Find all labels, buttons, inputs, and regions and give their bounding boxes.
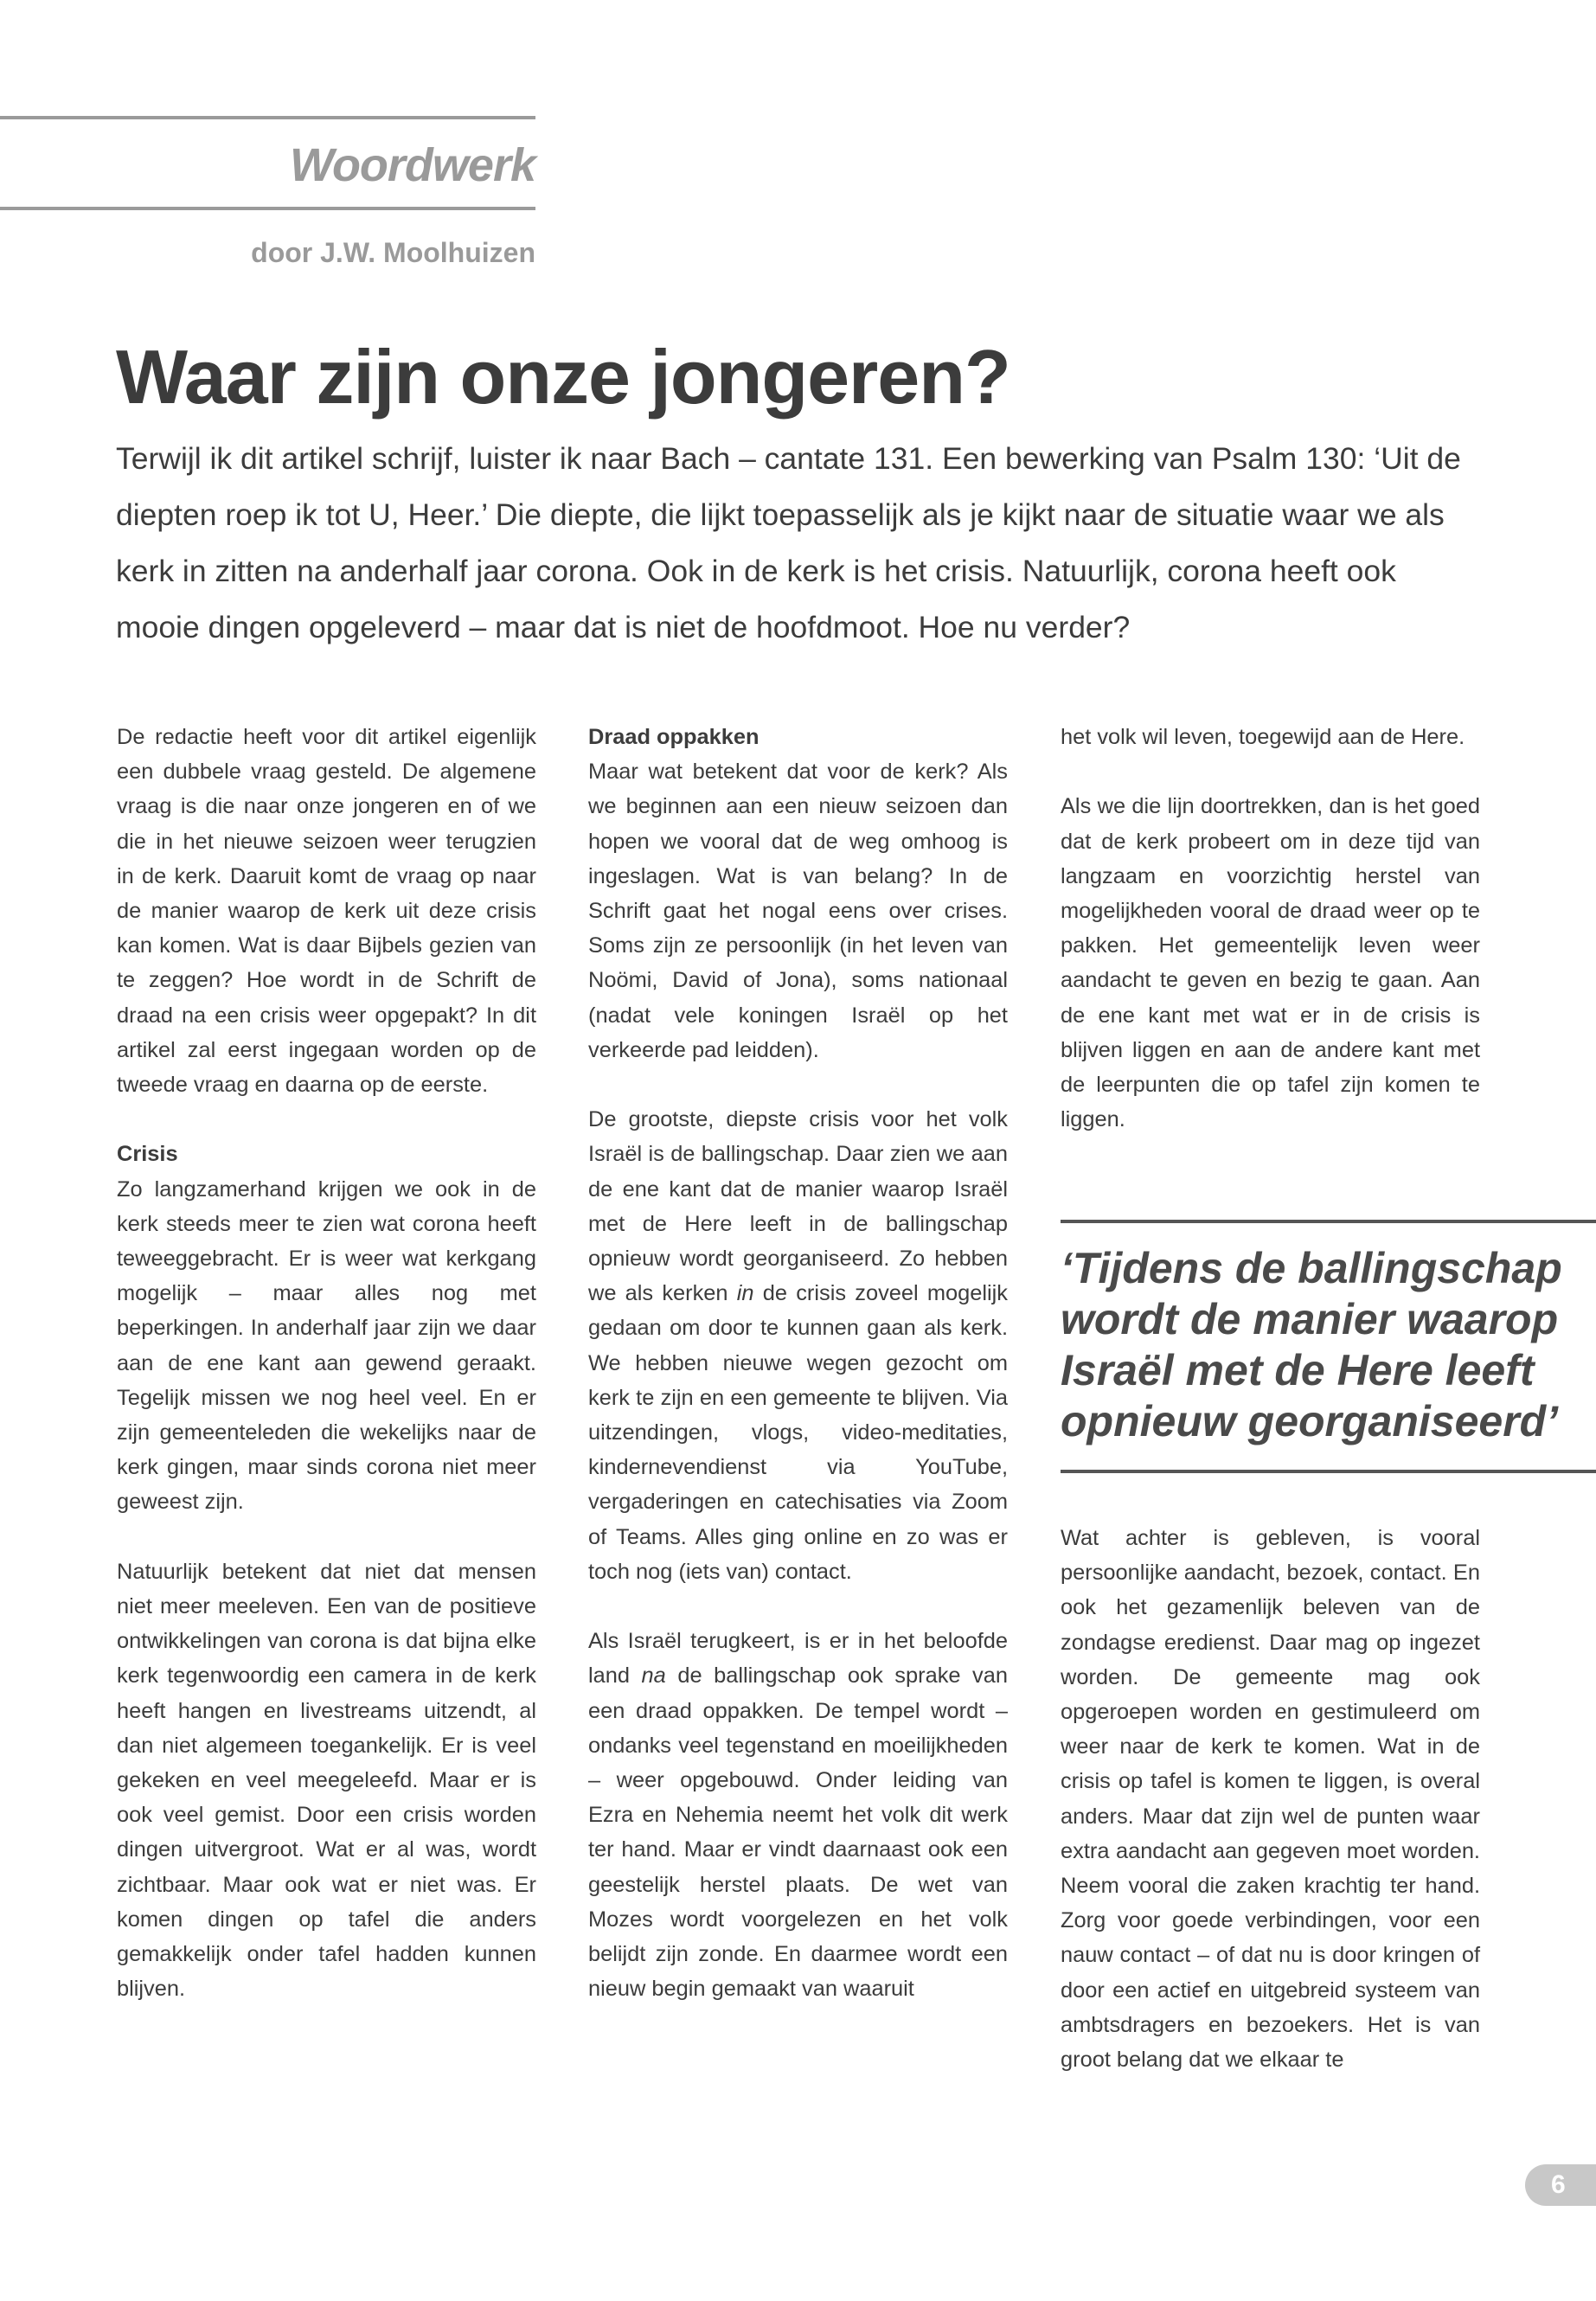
emphasis: in xyxy=(736,1281,754,1306)
article-intro: Terwijl ik dit artikel schrijf, luister ik naar Bach – cantate 131. Een bewerking van Psalm 130: ‘Uit de diepten roep ik tot U, Heer.’ Die diepte, die lijkt toepasselijk als je kijkt naar de situatie waar we als kerk in zitten na anderhalf jaar corona. Ook in de kerk is het crisis. Natuurlijk, corona heeft ook mooie dingen opgeleverd – maar dat is niet de hoofdmoot. Hoe nu verder? xyxy=(116,441,1461,644)
paragraph xyxy=(588,1624,1008,2006)
paragraph: Maar wat betekent dat voor de kerk? Als we beginnen aan een nieuw seizoen dan hopen we vooral dat de weg omhoog is ingeslagen. Wat is van belang? In de Schrift gaat het nogal eens over crises. Soms zijn ze persoonlijk (in het leven van Noömi, David of Jona), soms nationaal (nadat vele koningen Israël op het verkeerde pad leidden). xyxy=(588,760,1008,1062)
pullquote-rule-bottom xyxy=(1061,1470,1596,1473)
section-label: Woordwerk xyxy=(289,139,535,191)
text: de ballingschap ook sprake van een draad oppakken. De tempel wordt – ondanks veel tegenstand en moeilijkheden – weer opgebouwd. Onder leiding van Ezra en Nehemia neemt het volk dit werk ter hand. Maar er vindt daarnaast ook een geestelijk herstel plaats. De wet van Mozes wordt voorgelezen en het volk belijdt zijn zonde. En daarmee wordt een nieuw begin gemaakt van waaruit xyxy=(588,1663,1008,2002)
header-rule-top xyxy=(0,116,535,119)
column-3-continued xyxy=(1061,1521,1480,2112)
header-rule-bottom xyxy=(0,207,535,210)
emphasis: na xyxy=(641,1663,666,1689)
pullquote: ‘Tijdens de ballingschap wordt de manier waarop Israël met de Here leeft opnieuw georganiseerd’ xyxy=(1061,1244,1562,1445)
paragraph xyxy=(588,1102,1008,1589)
subheading-crisis: Crisis xyxy=(117,1142,178,1167)
author-byline: door J.W. Moolhuizen xyxy=(251,237,535,268)
text: de crisis zoveel mogelijk gedaan om door te kunnen gaan als kerk. We hebben nieuwe wegen gezocht om kerk te zijn en een gemeente te blijven. Via uitzendingen, vlogs, video-meditaties, kindernevendienst via YouTube, vergaderingen en catechisaties via Zoom of Teams. Alles ging online en zo was er toch nog (iets van) contact. xyxy=(588,1281,1008,1584)
text: Als Israël terugkeert, is er in het beloofde land xyxy=(588,1629,1008,1689)
page-number-badge: 6 xyxy=(1525,2164,1596,2206)
paragraph: Zo langzamerhand krijgen we ook in de kerk steeds meer te zien wat corona heeft teweeggebracht. Er is weer wat kerkgang mogelijk – maar alles nog met beperkingen. In anderhalf jaar zijn we daar aan de ene kant aan gewend geraakt. Tegelijk missen we nog heel veel. En er zijn gemeenteleden die wekelijks naar de kerk gingen, maar sinds corona niet meer geweest zijn. xyxy=(117,1176,536,1515)
paragraph: Natuurlijk betekent dat niet dat mensen niet meer meeleven. Een van de positieve ontwikkelingen van corona is dat bijna elke kerk tegenwoordig een camera in de kerk heeft hangen en livestreams uitzendt, al dan niet algemeen toegankelijk. Er is veel gekeken en veel meegeleefd. Maar er is ook veel gemist. Door een crisis worden dingen uitvergroot. Wat er al was, wordt zichtbaar. Maar ook wat er niet was. Er komen dingen op tafel die anders gemakkelijk onder tafel hadden kunnen blijven. xyxy=(117,1559,536,2002)
column-1 xyxy=(117,720,536,2041)
paragraph: De redactie heeft voor dit artikel eigenlijk een dubbele vraag gesteld. De algemene vraag is die naar onze jongeren en of we die in het nieuwe seizoen weer terugzien in de kerk. Daaruit komt de vraag op naar de manier waarop de kerk uit deze crisis kan komen. Wat is daar Bijbels gezien van te zeggen? Hoe wordt in de Schrift de draad na een crisis weer opgepakt? In dit artikel zal eerst ingegaan worden op de tweede vraag en daarna op de eerste. xyxy=(117,725,536,1098)
subheading-draad-oppakken: Draad oppakken xyxy=(588,725,760,749)
pullquote-rule-top xyxy=(1061,1220,1596,1223)
paragraph: Wat achter is gebleven, is vooral persoonlijke aandacht, bezoek, contact. En ook het gezamenlijk beleven van de zondagse eredienst. Daar mag op ingezet worden. De gemeente mag ook opgeroepen worden en gestimuleerd om weer naar de kerk te komen. Wat in de crisis op tafel is komen te liggen, is overal anders. Maar dat zijn wel de punten waar extra aandacht aan gegeven moet worden. Neem vooral die zaken krachtig ter hand. Zorg voor goede verbindingen, voor een nauw contact – of dat nu is door kringen of door een actief en uitgebreid systeem van ambtsdragers en bezoekers. Het is van groot belang dat we elkaar te xyxy=(1061,1526,1480,2073)
paragraph: Als we die lijn doortrekken, dan is het goed dat de kerk probeert om in deze tijd van langzaam en voorzichtig herstel van mogelijkheden vooral de draad weer op te pakken. Het gemeentelijk leven weer aandacht te geven en bezig te gaan. Aan de ene kant met wat er in de crisis is blijven liggen en aan de andere kant met de leerpunten die op tafel zijn komen te liggen. xyxy=(1061,794,1480,1132)
article-title: Waar zijn onze jongeren? xyxy=(116,334,1010,420)
text: De grootste, diepste crisis voor het volk Israël is de ballingschap. Daar zien we aan de ene kant dat de manier waarop Israël met de Here leeft in de ballingschap opnieuw wordt georganiseerd. Zo hebben we als kerken xyxy=(588,1107,1008,1306)
column-2 xyxy=(588,720,1008,2041)
column-3 xyxy=(1061,720,1480,1172)
paragraph: het volk wil leven, toegewijd aan de Here. xyxy=(1061,725,1465,749)
